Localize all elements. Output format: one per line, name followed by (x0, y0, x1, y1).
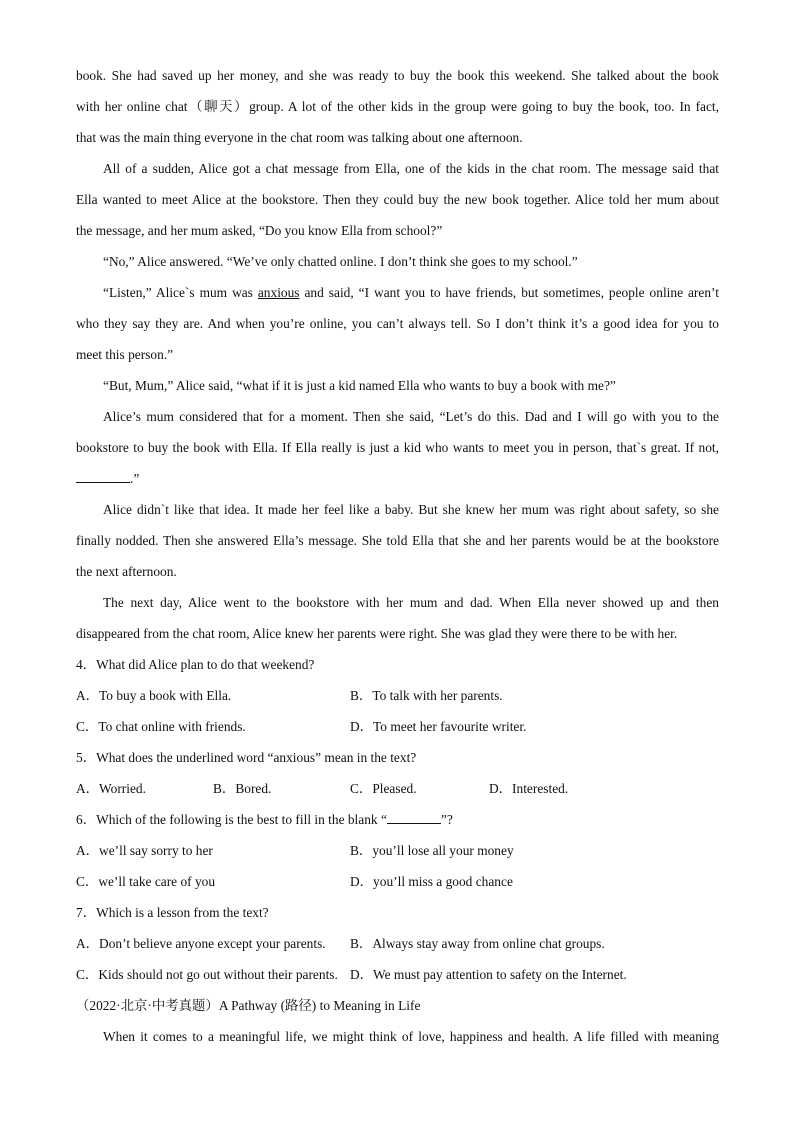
question-5: 5．What does the underlined word “anxious” mean in the text? (76, 750, 417, 765)
passage-line: finally nodded. Then she answered Ella’s message. She told Ella that she and her parents would be at the bookstore (76, 533, 719, 548)
question-5-options-row (76, 773, 719, 804)
question-text: 6．Which of the following is the best to fill in the blank “ (76, 812, 387, 827)
question-6-options-row (76, 866, 719, 897)
passage-text: “Listen,” Alice`s mum was (103, 285, 258, 300)
question-7: 7．Which is a lesson from the text? (76, 905, 269, 920)
option-b: B．you’ll lose all your money (350, 843, 514, 858)
question-text: ”? (440, 812, 453, 827)
passage-line: the message, and her mum asked, “Do you know Ella from school?” (76, 223, 443, 238)
option-c: C．To chat online with friends. (76, 719, 246, 734)
passage-line: with her online chat（聊天）group. A lot of the other kids in the group were going to buy the book, too. In fact, (76, 99, 719, 114)
passage-line: When it comes to a meaningful life, we might think of love, happiness and health. A life filled with meaning (103, 1029, 719, 1044)
passage-line: who they say they are. And when you’re online, you can’t always tell. So I don’t think it’s a good idea for you to (76, 316, 719, 331)
option-c: C．Pleased. (350, 781, 417, 796)
option-b: B．Bored. (213, 781, 272, 796)
question-4-options-row (76, 711, 719, 742)
option-d: D．you’ll miss a good chance (350, 874, 513, 889)
passage-line: disappeared from the chat room, Alice knew her parents were right. She was glad they were there to be with her. (76, 626, 678, 641)
passage-line (76, 277, 719, 308)
option-b: B．Always stay away from online chat groups. (350, 936, 605, 951)
option-d: D．To meet her favourite writer. (350, 719, 527, 734)
reading-passage (76, 60, 719, 1052)
option-a: A．Worried. (76, 781, 146, 796)
passage-line: bookstore to buy the book with Ella. If Ella really is just a kid who wants to meet you in person, that`s great. If not, (76, 440, 719, 455)
option-d: D．Interested. (489, 781, 569, 796)
passage-line: Alice’s mum considered that for a moment. Then she said, “Let’s do this. Dad and I will go with you to the (103, 409, 719, 424)
passage-line: “But, Mum,” Alice said, “what if it is just a kid named Ella who wants to buy a book with me?” (103, 378, 616, 393)
passage-line: that was the main thing everyone in the chat room was talking about one afternoon. (76, 130, 523, 145)
passage-text: and said, “I want you to have friends, but sometimes, people online aren’t (299, 285, 719, 300)
answer-blank (76, 470, 130, 483)
question-7-options-row (76, 959, 719, 990)
passage-text: .” (130, 471, 140, 486)
option-a: A．To buy a book with Ella. (76, 688, 232, 703)
next-passage-source: （2022·北京·中考真题）A Pathway (路径) to Meaning in Life (76, 998, 421, 1013)
option-c: C．Kids should not go out without their parents. (76, 967, 338, 982)
passage-line: “No,” Alice answered. “We’ve only chatted online. I don’t think she goes to my school.” (103, 254, 578, 269)
passage-line: All of a sudden, Alice got a chat message from Ella, one of the kids in the chat room. The message said that (103, 161, 719, 176)
option-b: B．To talk with her parents. (350, 688, 503, 703)
question-7-options-row (76, 928, 719, 959)
passage-line: Alice didn`t like that idea. It made her feel like a baby. But she knew her mum was right about safety, so she (103, 502, 719, 517)
option-a: A．Don’t believe anyone except your parents. (76, 936, 326, 951)
passage-line: the next afternoon. (76, 564, 177, 579)
question-4: 4．What did Alice plan to do that weekend? (76, 657, 315, 672)
option-a: A．we’ll say sorry to her (76, 843, 213, 858)
option-d: D．We must pay attention to safety on the Internet. (350, 967, 627, 982)
underlined-word: anxious (257, 285, 300, 300)
question-6 (76, 804, 719, 835)
passage-line: meet this person.” (76, 347, 174, 362)
passage-line: book. She had saved up her money, and she was ready to buy the book this weekend. She talked about the book (76, 68, 719, 83)
question-4-options-row (76, 680, 719, 711)
question-6-options-row (76, 835, 719, 866)
passage-line: The next day, Alice went to the bookstore with her mum and dad. When Ella never showed up and then (103, 595, 719, 610)
passage-line (76, 463, 719, 494)
option-c: C．we’ll take care of you (76, 874, 216, 889)
answer-blank (387, 811, 441, 824)
passage-line: Ella wanted to meet Alice at the bookstore. Then they could buy the new book together. Alice told her mum about (76, 192, 719, 207)
